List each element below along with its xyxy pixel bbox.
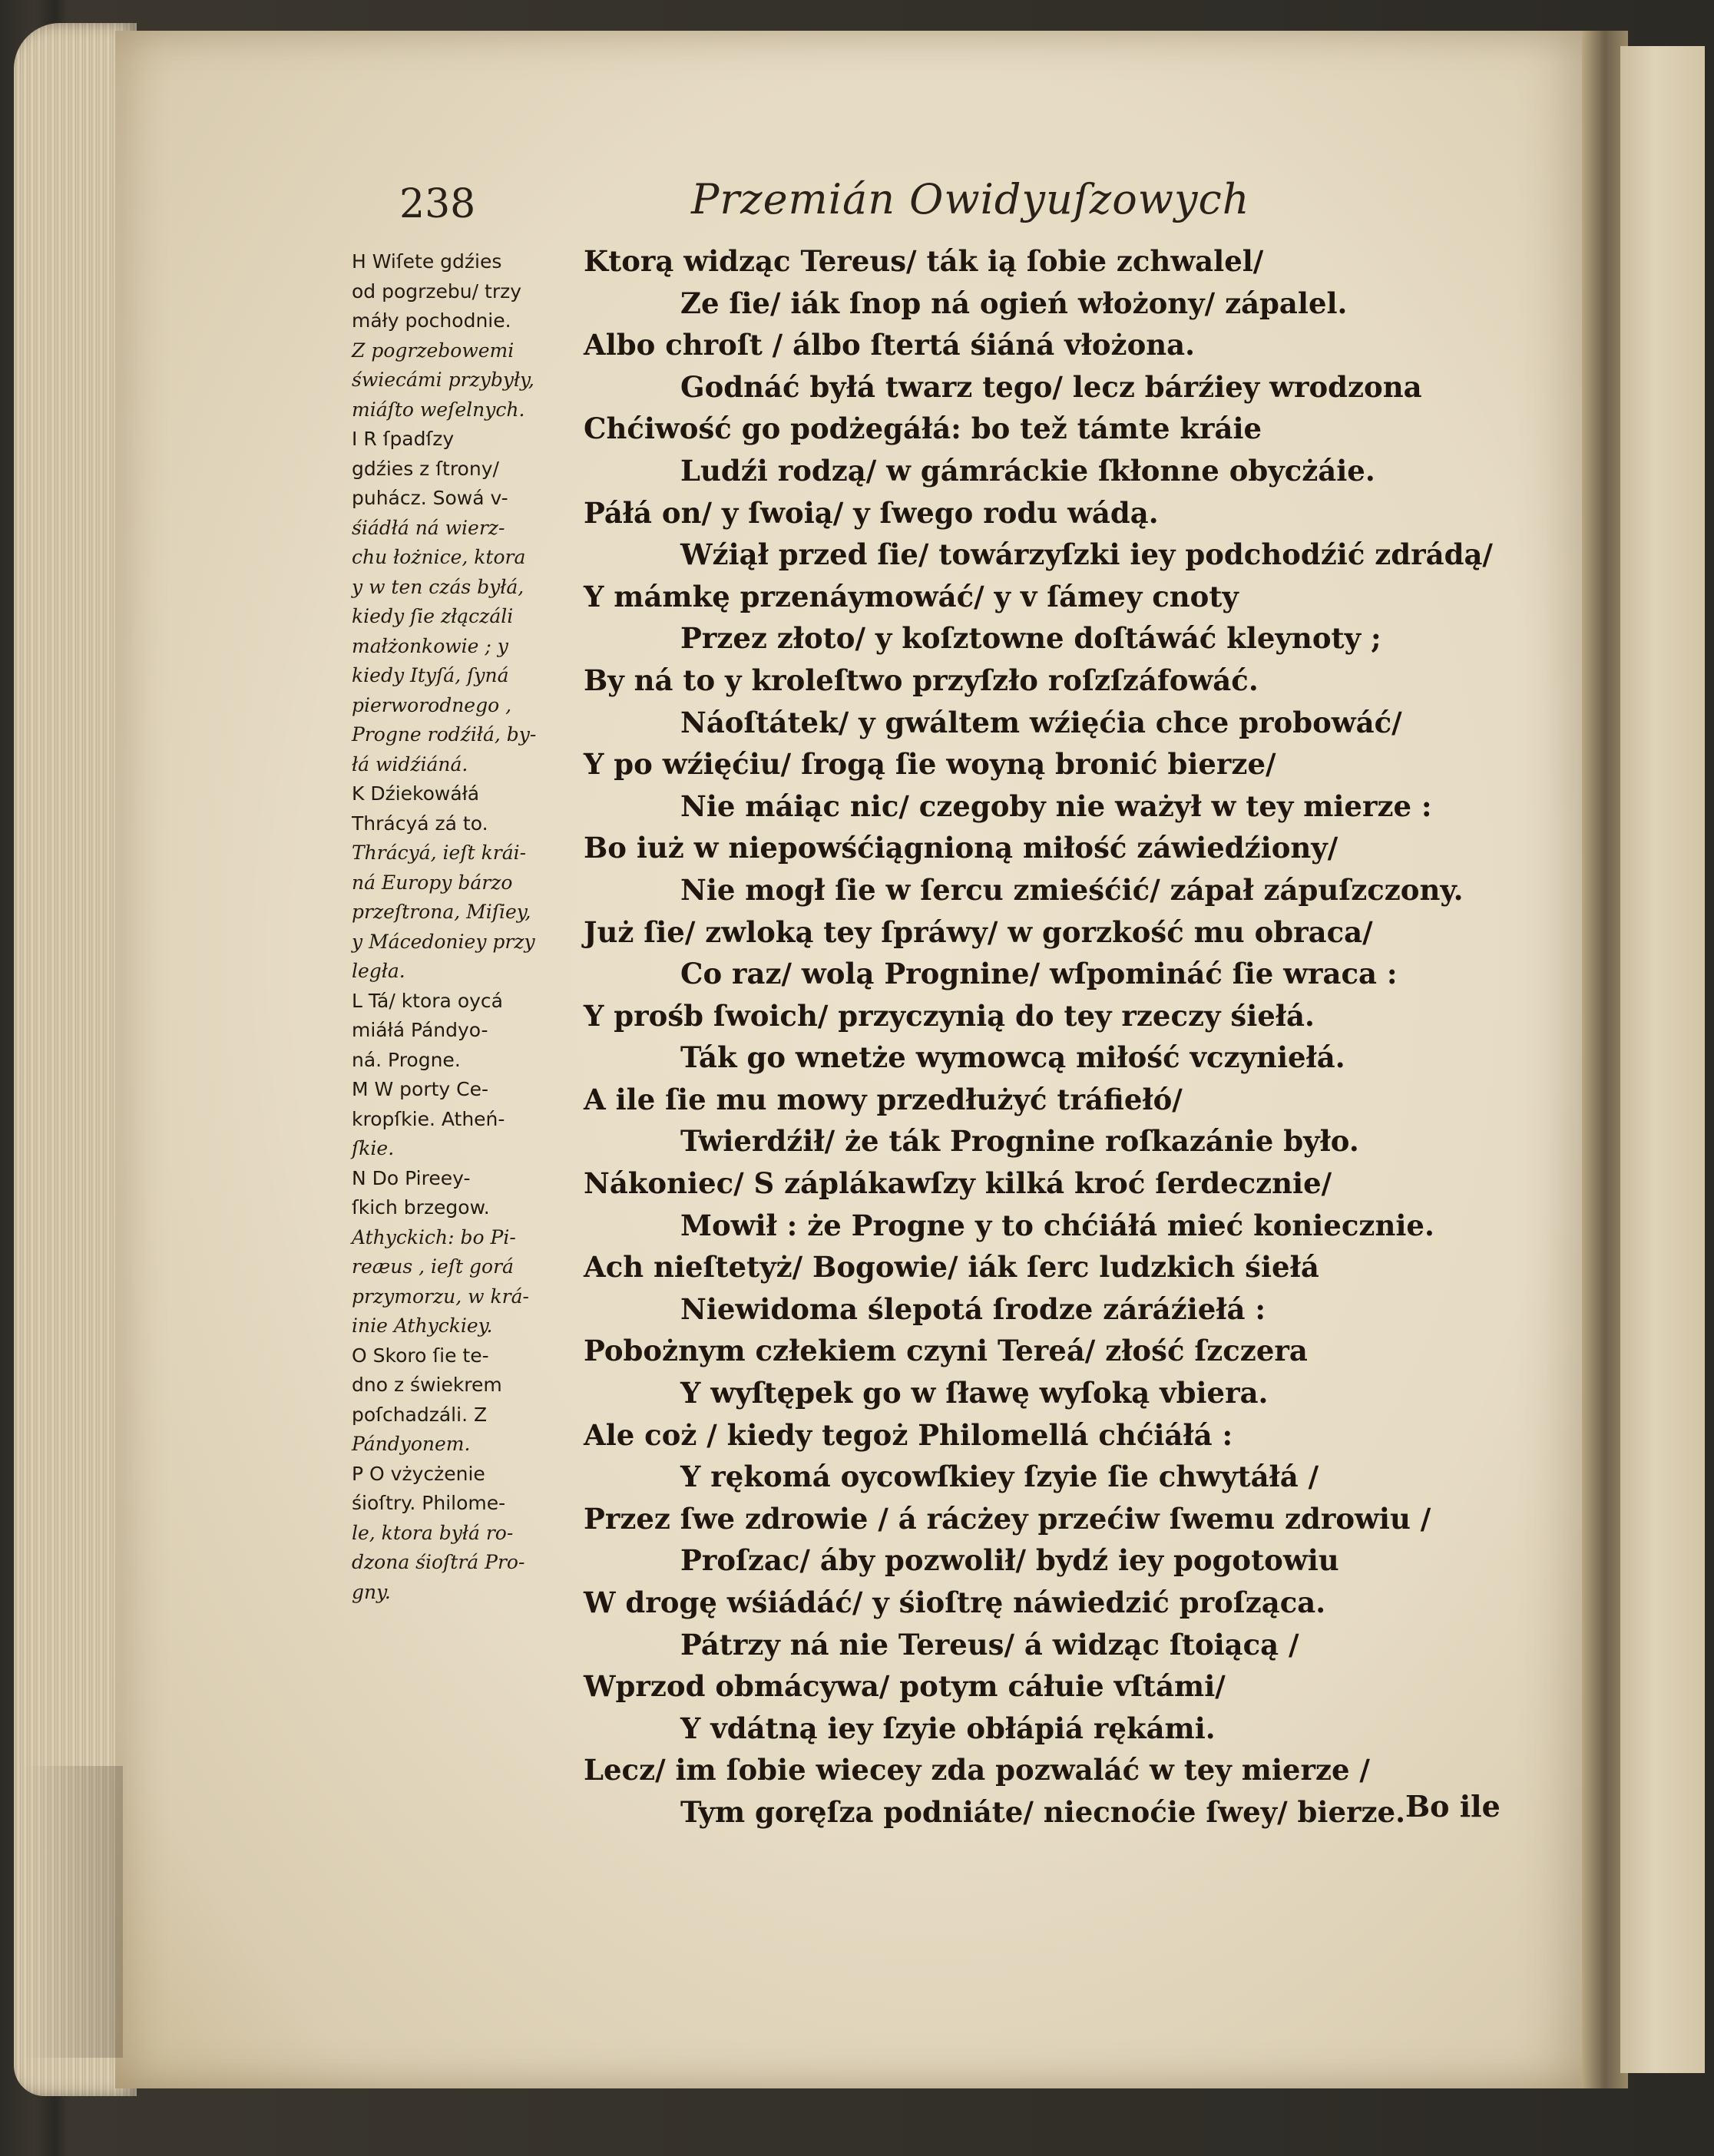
verse-line: Wprzod obmácywa/ potym cáłuie vſtámi/	[584, 1669, 1226, 1704]
verse-line: Ktorą widząc Tereus/ ták ią ſobie zchwalel/	[584, 244, 1264, 278]
marginal-note-line: dzona śioſtrá Pro-	[352, 1551, 525, 1573]
verse-line: Niewidoma ślepotá ſrodze záráźiełá :	[680, 1291, 1266, 1326]
marginal-note-line: ná. Progne.	[352, 1048, 461, 1071]
verse-line: Nie máiąc nic/ czegoby nie ważył w tey mierze :	[680, 789, 1432, 823]
marginal-note-line: kiedy Ityſá, ſyná	[352, 664, 509, 686]
catchword: Bo ile	[1405, 1789, 1501, 1824]
verse-line: Y vdátną iey ſzyie obłápiá rękámi.	[680, 1711, 1216, 1745]
verse-line: Bo iuż w niepowśćiągnioną miłość záwiedźiony/	[584, 831, 1338, 865]
marginal-note-line: świecámi przybyły,	[352, 369, 534, 391]
verse-line: Przez ſwe zdrowie / á rácżey przećiw ſwemu zdrowiu /	[584, 1501, 1431, 1536]
marginal-note-line: gdźies z ſtrony/	[352, 457, 499, 480]
marginal-note-line: le, ktora byłá ro-	[352, 1521, 514, 1544]
marginal-note-line: M W porty Ce-	[352, 1078, 489, 1100]
marginal-note-line: P O vżycżenie	[352, 1462, 485, 1485]
verse-line: Ludźi rodzą/ w gámráckie ſkłonne obycżáie.	[680, 453, 1375, 488]
page-shadow	[23, 1766, 123, 2058]
marginal-note-line: Z pogrzebowemi	[352, 339, 515, 362]
verse-line: Godnáć byłá twarz tego/ lecz bárźiey wrodzona	[680, 369, 1422, 404]
verse-line: Chćiwość go podżegáłá: bo tež támte kráie	[584, 412, 1262, 446]
marginal-note-line: inie Athyckiey.	[352, 1314, 493, 1337]
verse-line: Y prośb ſwoich/ przyczynią do tey rzeczy śiełá.	[584, 998, 1315, 1033]
verse-line: Proſzac/ áby pozwolił/ bydź iey pogotowiu	[680, 1543, 1339, 1578]
verse-line: Przez złoto/ y koſztowne doſtáwáć kleynoty ;	[680, 621, 1381, 656]
marginal-note-line: kiedy ſie złączáli	[352, 605, 514, 627]
marginal-note-line: puhácz. Sowá v-	[352, 487, 508, 509]
marginal-note-line: Thrácyá, ieſt krái-	[352, 842, 527, 864]
facing-page-edge	[1620, 46, 1705, 2073]
marginal-note-line: ná Europy bárzo	[352, 871, 513, 894]
marginal-note-line: przymorzu, w krá-	[352, 1285, 529, 1308]
marginal-note-line: N Do Pireey-	[352, 1166, 471, 1189]
marginal-note-line: przeſtrona, Miſiey,	[352, 901, 531, 923]
marginal-note-line: I R ſpadſzy	[352, 428, 455, 450]
verse-line: Nákoniec/ S záplákawſzy kilká kroć ſerdecznie/	[584, 1166, 1332, 1201]
marginal-note-line: ſkich brzegow.	[352, 1196, 490, 1219]
marginal-note-line: Pándyonem.	[352, 1433, 471, 1455]
marginal-note-line: O Skoro ſie te-	[352, 1344, 489, 1367]
verse-line: Y po wźięćiu/ ſrogą ſie woyną bronić bierze/	[584, 747, 1276, 782]
marginal-note-line: poſchadzáli. Z	[352, 1403, 488, 1426]
running-head	[399, 175, 1536, 229]
verse-line: Pobożnym człekiem czyni Tereá/ złość ſzczera	[584, 1334, 1308, 1368]
marginal-note-line: miáſto weſelnych.	[352, 398, 525, 421]
verse-line: Już ſie/ zwloką tey ſpráwy/ w gorzkość mu obraca/	[584, 914, 1373, 949]
verse-line: By ná to y kroleſtwo przyſzło roſzſzáfowáć.	[584, 663, 1259, 697]
marginal-note-line: małżonkowie ; y	[352, 634, 508, 657]
verse-line: Y rękomá oycowſkiey ſzyie ſie chwytáłá /	[680, 1460, 1319, 1494]
verse-line: Ták go wnetże wymowcą miłość vczyniełá.	[680, 1040, 1345, 1075]
marginal-note-line: kropſkie. Atheń-	[352, 1107, 505, 1130]
verse-line: Ze ſie/ iák ſnop ná ogień włożony/ zápalel.	[680, 286, 1348, 320]
verse-line: Pátrzy ná nie Tereus/ á widząc ſtoiącą /	[680, 1627, 1299, 1662]
verse-line: Nie mogł ſie w ſercu zmieśćić/ zápał zápuſzczony.	[680, 872, 1464, 907]
verse-line: Co raz/ wolą Prognine/ wſpomináć ſie wraca :	[680, 957, 1398, 991]
verse-text	[584, 240, 1528, 1834]
marginal-note-line: L Tá/ ktora oycá	[352, 989, 503, 1012]
verse-line: Wźiął przed ſie/ towárzyſzki iey podchodźić zdrádą/	[680, 537, 1493, 572]
marginal-note-line: reæus , ieſt gorá	[352, 1255, 514, 1278]
verse-line: Albo chroſt / álbo ſtertá śiáná vłożona.	[584, 328, 1196, 362]
marginal-note-line: śioſtry. Philome-	[352, 1492, 506, 1514]
marginal-note-line: Athyckich: bo Pi-	[352, 1225, 516, 1248]
verse-line: Tym goręſza podniáte/ niecnoćie ſwey/ bierze.	[680, 1794, 1405, 1829]
verse-line: Twierdźił/ że ták Prognine roſkazánie było.	[680, 1124, 1359, 1159]
marginal-note-line: miáłá Pándyo-	[352, 1019, 488, 1041]
marginal-note-line: y Mácedoniey przy	[352, 930, 535, 953]
marginal-note-line: od pogrzebu/ trzy	[352, 279, 522, 303]
marginal-note-line: Thrácyá zá to.	[352, 812, 488, 835]
running-title: Przemián Owidyuſzowych	[691, 175, 1250, 223]
verse-line: Y mámkę przenáymowáć/ y v ſámey cnoty	[584, 579, 1239, 613]
marginal-note-line: K Dźiekowáłá	[352, 782, 480, 805]
marginal-note-line: legła.	[352, 960, 405, 982]
marginal-note-line: łá widźiáná.	[352, 752, 468, 775]
marginal-note-line: Progne rodźiłá, by-	[352, 723, 537, 746]
verse-line: Ach nieſtetyż/ Bogowie/ iák ſerc ludzkich śiełá	[584, 1250, 1319, 1285]
marginal-note-line: chu łożnice, ktora	[352, 546, 526, 568]
page-number: 238	[399, 181, 476, 227]
verse-line: Ale coż / kiedy tegoż Philomellá chćiáłá :	[584, 1417, 1233, 1452]
verse-line: W drogę wśiádáć/ y śioſtrę náwiedzić proſząca.	[584, 1586, 1326, 1619]
verse-line: A ile ſie mu mowy przedłużyć tráfiełó/	[584, 1082, 1183, 1116]
verse-line: Náoſtátek/ y gwáltem wźięćia chce probowáć/	[680, 705, 1402, 739]
marginal-note-line: śiádłá ná wierz-	[352, 516, 505, 539]
verse-line: Y wyſtępek go w ſławę wyſoką vbiera.	[680, 1376, 1269, 1410]
marginal-note-line: gny.	[352, 1580, 391, 1603]
verse-line: Lecz/ im ſobie wiecey zda pozwaláć w tey mierze /	[584, 1753, 1370, 1787]
marginal-note-line: dno z świekrem	[352, 1374, 502, 1396]
marginal-note-line: y w ten czás byłá,	[352, 575, 524, 598]
marginal-note-line: H Wiſete gdźies	[352, 250, 502, 273]
verse-line: Mowił : że Progne y to chćiáłá mieć koniecznie.	[680, 1208, 1434, 1242]
marginal-note-line: pierworodnego ,	[352, 693, 512, 716]
verse-line: Páłá on/ y ſwoią/ y ſwego rodu wádą.	[584, 495, 1159, 530]
marginal-notes	[352, 247, 597, 1607]
marginal-note-line: máły pochodnie.	[352, 309, 511, 332]
marginal-note-line: ſkie.	[352, 1137, 395, 1159]
